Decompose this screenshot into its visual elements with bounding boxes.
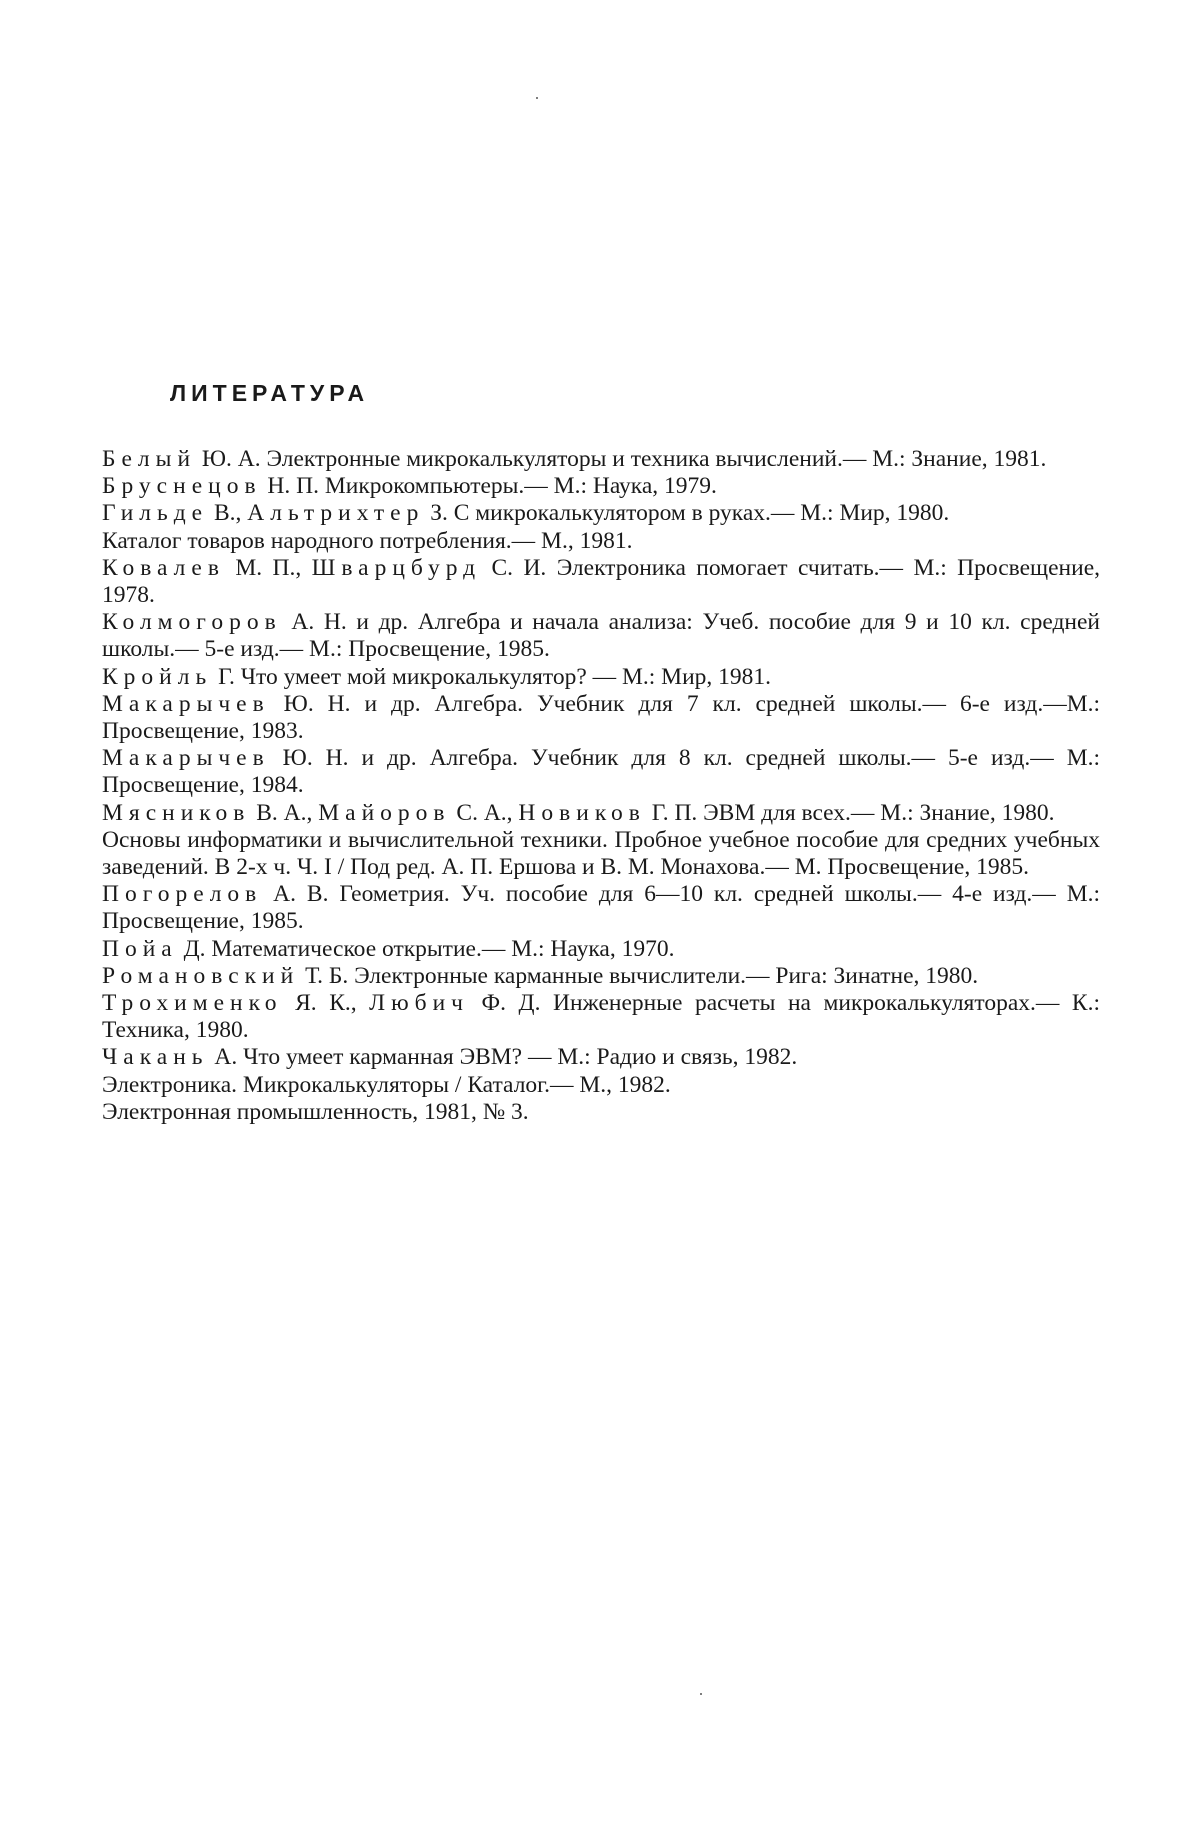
entry-author: Пойа xyxy=(102,935,178,962)
entry-text: Электронная промышленность, 1981, № 3. xyxy=(102,1098,529,1125)
entry-text: З. С микрокалькулятором в руках.— М.: Мир, 1980. xyxy=(424,500,950,527)
entry-text: В., xyxy=(208,500,248,527)
entry-author: Любич xyxy=(369,990,470,1017)
entry-text: Электроника. Микрокалькуляторы / Каталог.— М., 1982. xyxy=(102,1071,671,1098)
entry-text: Ю. Н. и др. Алгебра. Учебник для 7 кл. средней школы.— 6-е изд.—М.: Просвещение, 1983. xyxy=(102,690,1100,745)
bibliography-entry xyxy=(102,691,1100,745)
bibliography-entry xyxy=(102,745,1100,799)
bibliography-entry xyxy=(102,555,1100,609)
page-heading: ЛИТЕРАТУРА xyxy=(170,380,370,406)
entry-author: Белый xyxy=(102,446,197,472)
entry-author: Шварцбурд xyxy=(311,554,482,581)
bibliography-entry xyxy=(102,473,1100,500)
entry-author: Макарычев xyxy=(102,690,270,717)
print-speck xyxy=(536,97,538,99)
entry-author: Кройль xyxy=(102,663,213,690)
bibliography-entry xyxy=(102,827,1100,881)
bibliography-entry xyxy=(102,963,1100,990)
entry-text: С. И. Электроника помогает считать.— М.: Просвещение, 1978. xyxy=(102,554,1100,609)
entry-text: В. А., xyxy=(250,799,319,826)
entry-text: М. П., xyxy=(224,554,312,581)
entry-text: А. В. Геометрия. Уч. пособие для 6—10 кл. средней школы.— 4-е изд.— М.: Просвещение, 1985. xyxy=(102,881,1100,935)
entry-author: Гильде xyxy=(102,500,209,527)
entry-text: Основы информатики и вычислительной техники. Пробное учебное пособие для средних учебных заведений. В 2-х ч. Ч. I / Под ред. А. П. Ершова и В. М. Монахова.— М. Просвещение, 1985. xyxy=(102,826,1100,881)
bibliography-entry xyxy=(102,446,1100,473)
entry-author: Погорелов xyxy=(102,881,263,908)
entry-author: Новиков xyxy=(518,799,646,826)
print-speck xyxy=(700,1693,702,1695)
entry-text: Ю. Н. и др. Алгебра. Учебник для 8 кл. средней школы.— 5-е изд.— М.: Просвещение, 1984. xyxy=(102,745,1100,799)
entry-author: Колмогоров xyxy=(102,609,282,636)
bibliography-entry xyxy=(102,881,1100,935)
bibliography-entry xyxy=(102,500,1100,527)
entry-author: Трохименко xyxy=(102,990,283,1017)
bibliography-entry xyxy=(102,1099,1100,1126)
entry-text: Д. Математическое открытие.— М.: Наука, 1970. xyxy=(177,935,675,962)
bibliography-entry xyxy=(102,800,1100,827)
entry-text: А. Н. и др. Алгебра и начала анализа: Учеб. пособие для 9 и 10 кл. средней школы.— 5-е изд.— М.: Просвещение, 1985. xyxy=(102,609,1100,663)
entry-text: Ю. А. Электронные микрокалькуляторы и техника вычислений.— М.: Знание, 1981. xyxy=(196,446,1047,472)
entry-author: Альтрихтер xyxy=(247,500,425,527)
bibliography-list xyxy=(102,446,1100,1126)
entry-text: Каталог товаров народного потребления.— М., 1981. xyxy=(102,527,633,554)
bibliography-entry xyxy=(102,1044,1100,1071)
entry-author: Макарычев xyxy=(102,745,270,772)
bibliography-entry xyxy=(102,936,1100,963)
bibliography-entry xyxy=(102,528,1100,555)
entry-text: Г. Что умеет мой микрокалькулятор? — М.: Мир, 1981. xyxy=(212,663,772,690)
bibliography-entry xyxy=(102,609,1100,663)
bibliography-entry xyxy=(102,990,1100,1044)
entry-text: Я. К., xyxy=(282,990,370,1017)
entry-author: Мясников xyxy=(102,799,251,826)
entry-text: Г. П. ЭВМ для всех.— М.: Знание, 1980. xyxy=(645,799,1055,826)
entry-author: Ковалев xyxy=(102,554,225,581)
entry-text: Ф. Д. Инженерные расчеты на микрокалькуляторах.— К.: Техника, 1980. xyxy=(102,990,1100,1044)
entry-text: Т. Б. Электронные карманные вычислители.— Рига: Зинатне, 1980. xyxy=(299,962,979,989)
bibliography-entry xyxy=(102,1072,1100,1099)
entry-text: А. Что умеет карманная ЭВМ? — М.: Радио и связь, 1982. xyxy=(208,1044,798,1071)
entry-author: Бруснецов xyxy=(102,473,262,500)
entry-author: Чакань xyxy=(102,1044,209,1071)
entry-text: С. А., xyxy=(450,799,519,826)
entry-author: Романовский xyxy=(102,962,300,989)
bibliography-entry xyxy=(102,664,1100,691)
entry-text: Н. П. Микрокомпьютеры.— М.: Наука, 1979. xyxy=(261,473,717,500)
entry-author: Майоров xyxy=(318,799,451,826)
